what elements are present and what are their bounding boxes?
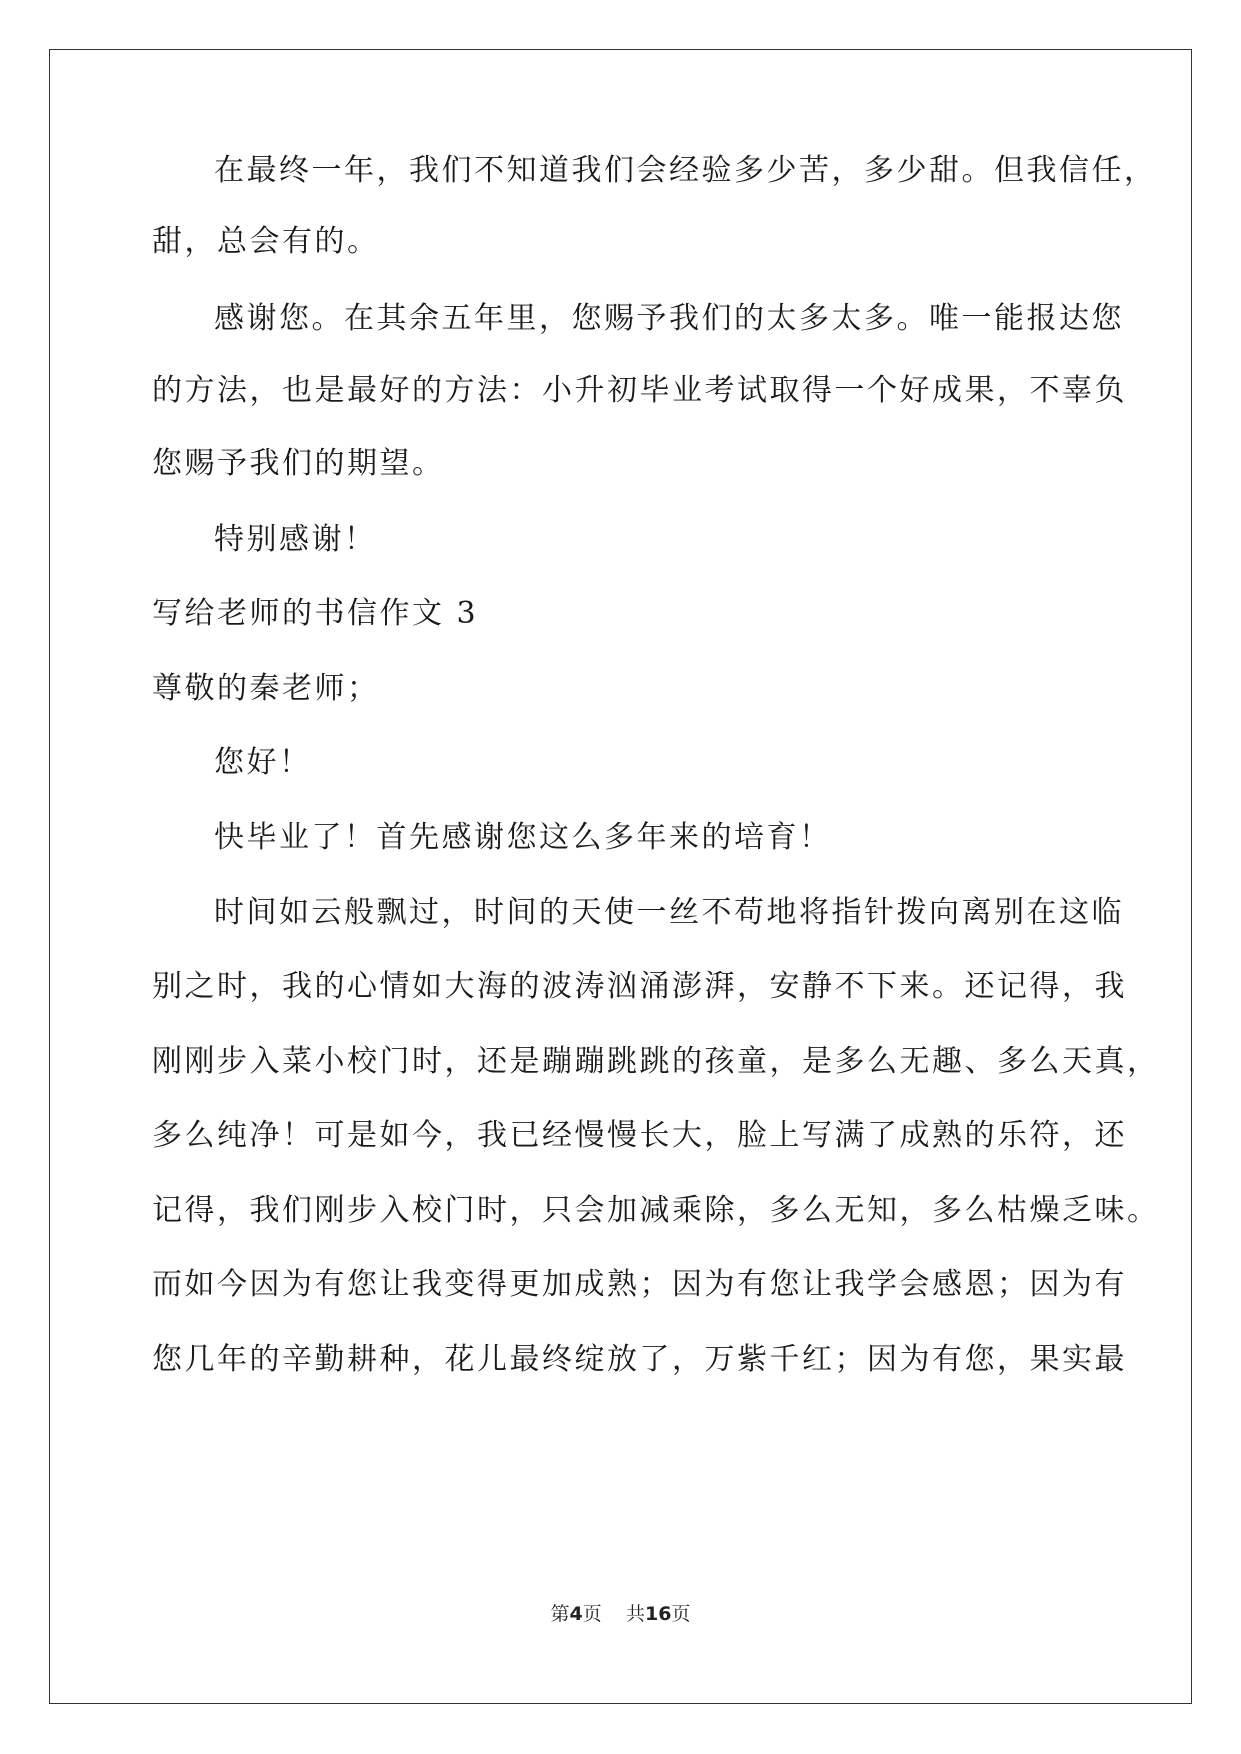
footer-total-suffix: 页 — [671, 1603, 691, 1625]
text-line: 别之时，我的心情如大海的波涛汹涌澎湃，安静不下来。还记得，我 — [152, 969, 1127, 1004]
text-line: 刚刚步入菜小校门时，还是蹦蹦跳跳的孩童，是多么无趣、多么天真， — [152, 1044, 1160, 1079]
text-line: 特别感谢！ — [214, 522, 377, 557]
text-line: 在最终一年，我们不知道我们会经验多少苦，多少甜。但我信任， — [214, 153, 1157, 188]
page-footer — [0, 1602, 1241, 1626]
greeting: 您好！ — [214, 745, 312, 780]
text-line: 的方法，也是最好的方法：小升初毕业考试取得一个好成果，不辜负 — [152, 373, 1127, 408]
text-line: 您几年的辛勤耕种，花儿最终绽放了，万紫千红；因为有您，果实最 — [152, 1342, 1127, 1377]
text-line: 时间如云般飘过，时间的天使一丝不苟地将指针拨向离别在这临 — [214, 895, 1124, 930]
footer-page-suffix: 页 — [582, 1603, 602, 1625]
text-line: 甜，总会有的。 — [152, 224, 380, 259]
footer-total-prefix: 共 — [625, 1603, 645, 1625]
salutation: 尊敬的秦老师； — [152, 671, 380, 706]
text-line: 记得，我们刚步入校门时，只会加减乘除，多么无知，多么枯燥乏味。 — [152, 1193, 1160, 1228]
page-border — [49, 49, 1192, 1704]
section-heading: 写给老师的书信作文 3 — [152, 596, 479, 631]
footer-prefix: 第 — [550, 1603, 570, 1625]
text-line: 感谢您。在其余五年里，您赐予我们的太多太多。唯一能报达您 — [214, 301, 1124, 336]
text-line: 您赐予我们的期望。 — [152, 446, 445, 481]
text-line: 多么纯净！可是如今，我已经慢慢长大，脸上写满了成熟的乐符，还 — [152, 1118, 1127, 1153]
current-page-number: 4 — [569, 1603, 583, 1625]
text-line: 快毕业了！首先感谢您这么多年来的培育！ — [214, 820, 832, 855]
text-line: 而如今因为有您让我变得更加成熟；因为有您让我学会感恩；因为有 — [152, 1267, 1127, 1302]
total-pages: 16 — [644, 1603, 672, 1625]
